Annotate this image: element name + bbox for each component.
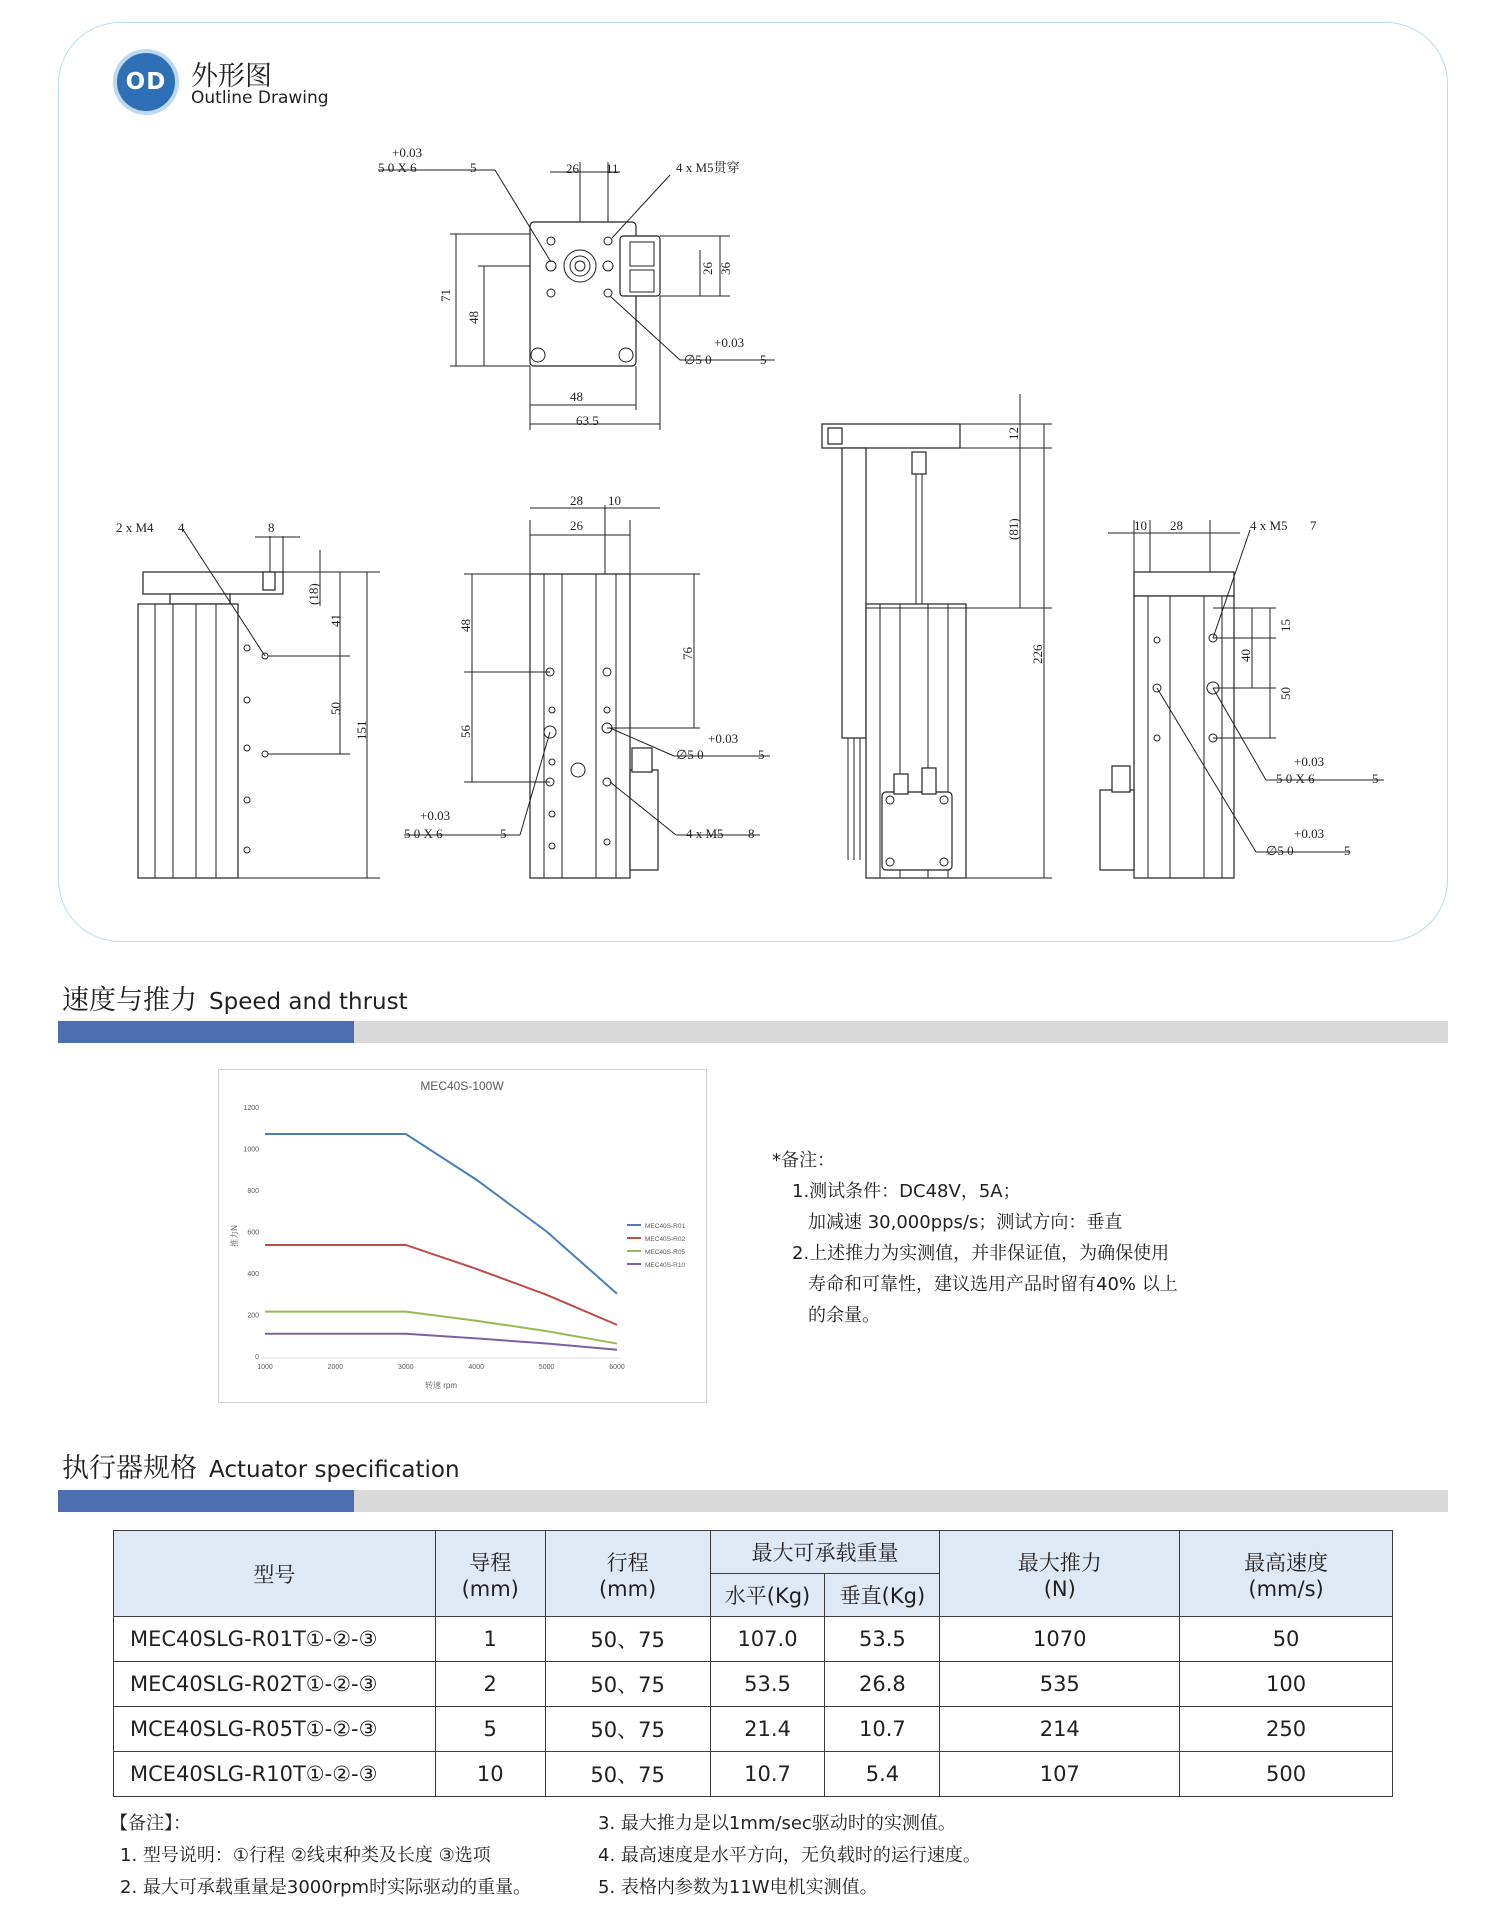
dim-right-50: 50 [1278,687,1293,700]
dim-front-26: 26 [570,518,583,533]
cell-stroke: 50、75 [545,1617,710,1662]
dim-front-48: 48 [458,619,473,632]
chart-ylabel: 推力N [230,1225,239,1247]
dim-front-28: 28 [570,493,583,508]
dim-right-tol: +0.03 [1294,754,1325,769]
chart-ytick-label: 600 [247,1229,259,1237]
dim-side-81: (81) [1006,518,1021,540]
right-view-drawing [1100,520,1384,878]
cell-speed: 100 [1180,1662,1393,1707]
dim-left-41: 41 [328,614,343,627]
dim-right-d5: ∅5 0 [1266,843,1294,858]
spec-title-en: Actuator specification [209,1457,460,1483]
cell-vertical: 5.4 [825,1752,940,1797]
header-load: 最大可承载重量 [710,1531,940,1574]
dim-side-226: 226 [1030,644,1045,664]
spec-title-cn: 执行器规格 [62,1453,197,1484]
chart-legend-label: MEC40S-R05 [645,1249,686,1256]
outline-drawing [0,0,1501,950]
cell-lead: 2 [435,1662,545,1707]
cell-model: MCE40SLG-R05T①-②-③ [114,1707,436,1752]
cell-stroke: 50、75 [545,1752,710,1797]
dim-left-50: 50 [328,702,343,715]
chart-series-line [265,1312,617,1344]
dim-front-tol: +0.03 [708,731,739,746]
thrust-chart [218,1069,707,1403]
spec-table [113,1530,1393,1797]
chart-ytick-label: 800 [247,1188,259,1195]
spec-section-bar [58,1490,1448,1512]
chart-series-line [265,1134,617,1294]
notes-line-3: 2.上述推力为实测值，并非保证值，为确保使用 [792,1243,1170,1264]
dim-right-tol2: +0.03 [1294,826,1325,841]
header-horizontal: 水平(Kg) [710,1574,825,1617]
dim-right-4xm5: 4 x M5 [1250,518,1288,533]
speed-title-en: Speed and thrust [209,989,408,1015]
dim-left-18: (18) [306,583,321,605]
cell-thrust: 214 [940,1707,1180,1752]
dim-top-48: 48 [570,389,583,404]
thrust-chart-svg [219,1070,706,1402]
cell-vertical: 26.8 [825,1662,940,1707]
dim-top-depth: 5 [470,160,477,175]
speed-section-title [62,978,408,1017]
dim-top-depth2: 5 [760,352,767,367]
chart-xtick-label: 1000 [257,1364,273,1371]
cell-lead: 1 [435,1617,545,1662]
dim-top-63: 63.5 [576,413,599,428]
chart-xtick-label: 6000 [609,1364,625,1371]
table-row [114,1662,1393,1707]
notes-title: *备注： [772,1150,835,1171]
dim-top-26v: 26 [700,262,715,275]
dim-left-151: 151 [354,720,369,740]
dim-top-11: 11 [606,161,619,176]
thrust-notes [772,1145,1178,1331]
notes-line-4: 寿命和可靠性，建议选用产品时留有40% 以上 [808,1274,1178,1295]
dim-front-4xm5: 4 x M5 [686,826,724,841]
dim-top-5: 5 0 X 6 [378,160,417,175]
dim-right-5: 5 0 X 6 [1276,771,1315,786]
dim-left-depth: 4 [178,520,185,535]
spec-section-title [62,1446,460,1485]
remarks-left [110,1808,531,1904]
chart-xtick-label: 4000 [468,1364,484,1371]
dim-side-12: 12 [1006,427,1021,440]
speed-title-cn: 速度与推力 [62,985,197,1016]
od-badge: OD [113,49,179,115]
dim-top-tol2: +0.03 [714,335,745,350]
chart-ytick-label: 200 [247,1312,259,1320]
header-thrust: 最大推力 (N) [940,1531,1180,1617]
speed-section-bar-accent [58,1021,354,1043]
dim-front-depth2: 5 [500,826,507,841]
remark-1: 1. 型号说明：①行程 ②线束种类及长度 ③选项 [120,1845,491,1866]
dim-left-2xm4: 2 x M4 [116,520,154,535]
notes-line-2: 加减速 30,000pps/s；测试方向：垂直 [808,1212,1123,1233]
remark-2: 2. 最大可承载重量是3000rpm时实际驱动的重量。 [120,1877,532,1898]
chart-ytick-label: 1200 [243,1105,259,1112]
dim-top-26: 26 [566,161,579,176]
cell-thrust: 1070 [940,1617,1180,1662]
cell-model: MEC40SLG-R02T①-②-③ [114,1662,436,1707]
speed-section-bar [58,1021,1448,1043]
chart-xtick-label: 2000 [327,1364,344,1371]
remark-5: 5. 表格内参数为11W电机实测值。 [598,1877,878,1898]
dim-front-depth3: 8 [748,826,755,841]
header-model: 型号 [114,1531,436,1617]
table-row [114,1752,1393,1797]
dim-right-10: 10 [1134,518,1147,533]
dim-front-56: 56 [458,725,473,738]
cell-model: MEC40SLG-R01T①-②-③ [114,1617,436,1662]
dim-top-36: 36 [718,262,733,275]
dim-top-4xm5: 4 x M5贯穿 [676,160,740,175]
cell-horizontal: 107.0 [710,1617,825,1662]
chart-ytick-label: 1000 [243,1146,259,1154]
dim-front-5: 5 0 X 6 [404,826,443,841]
side-view-drawing [822,394,1052,878]
remark-title: 【备注】： [110,1813,191,1834]
cell-lead: 5 [435,1707,545,1752]
cell-stroke: 50、75 [545,1662,710,1707]
header-lead: 导程 (mm) [435,1531,545,1617]
cell-speed: 250 [1180,1707,1393,1752]
dim-right-15: 15 [1278,619,1293,632]
chart-legend-label: MEC40S-R01 [645,1223,686,1230]
front-view-drawing [404,505,770,878]
outline-title-cn: 外形图 [191,61,272,92]
cell-horizontal: 21.4 [710,1707,825,1752]
cell-lead: 10 [435,1752,545,1797]
chart-ytick-label: 0 [255,1354,259,1361]
dim-front-depth: 5 [758,747,765,762]
dim-top-d5: ∅5 0 [684,352,712,367]
dim-right-depth: 7 [1310,518,1317,533]
table-row [114,1617,1393,1662]
dim-right-depth3: 5 [1344,843,1351,858]
cell-horizontal: 53.5 [710,1662,825,1707]
dim-front-d5: ∅5 0 [676,747,704,762]
notes-line-1: 1.测试条件：DC48V，5A； [792,1181,1021,1202]
header-vertical: 垂直(Kg) [825,1574,940,1617]
dim-front-tol2: +0.03 [420,808,451,823]
chart-xlabel: 转速 rpm [425,1381,457,1390]
chart-legend-label: MEC40S-R02 [645,1236,686,1243]
chart-series-line [265,1245,617,1325]
cell-horizontal: 10.7 [710,1752,825,1797]
remark-4: 4. 最高速度是水平方向，无负载时的运行速度。 [598,1845,981,1866]
remarks-right [598,1808,981,1904]
chart-title: MEC40S-100W [420,1079,504,1093]
spec-section-bar-accent [58,1490,354,1512]
cell-model: MCE40SLG-R10T①-②-③ [114,1752,436,1797]
chart-ytick-label: 400 [247,1271,259,1278]
dim-right-28: 28 [1170,518,1183,533]
remark-3: 3. 最大推力是以1mm/sec驱动时的实测值。 [598,1813,956,1834]
chart-series-line [265,1334,617,1350]
cell-speed: 50 [1180,1617,1393,1662]
left-view-drawing [138,528,380,878]
dim-right-40: 40 [1238,649,1253,662]
dim-top-48v: 48 [466,311,481,324]
dim-front-76: 76 [680,647,695,660]
dim-right-depth2: 5 [1372,771,1379,786]
notes-line-5: 的余量。 [808,1305,880,1326]
cell-vertical: 10.7 [825,1707,940,1752]
cell-speed: 500 [1180,1752,1393,1797]
dim-left-8: 8 [268,520,275,535]
table-row [114,1707,1393,1752]
cell-vertical: 53.5 [825,1617,940,1662]
header-stroke: 行程 (mm) [545,1531,710,1617]
dim-top-71: 71 [438,289,453,302]
cell-thrust: 107 [940,1752,1180,1797]
cell-stroke: 50、75 [545,1707,710,1752]
cell-thrust: 535 [940,1662,1180,1707]
header-speed: 最高速度 (mm/s) [1180,1531,1393,1617]
outline-title-en: Outline Drawing [191,88,329,108]
chart-legend-label: MEC40S-R10 [645,1262,686,1269]
chart-xtick-label: 5000 [538,1364,555,1371]
chart-xtick-label: 3000 [398,1364,414,1371]
dim-front-10: 10 [608,493,621,508]
dim-top-tol: +0.03 [392,145,423,160]
